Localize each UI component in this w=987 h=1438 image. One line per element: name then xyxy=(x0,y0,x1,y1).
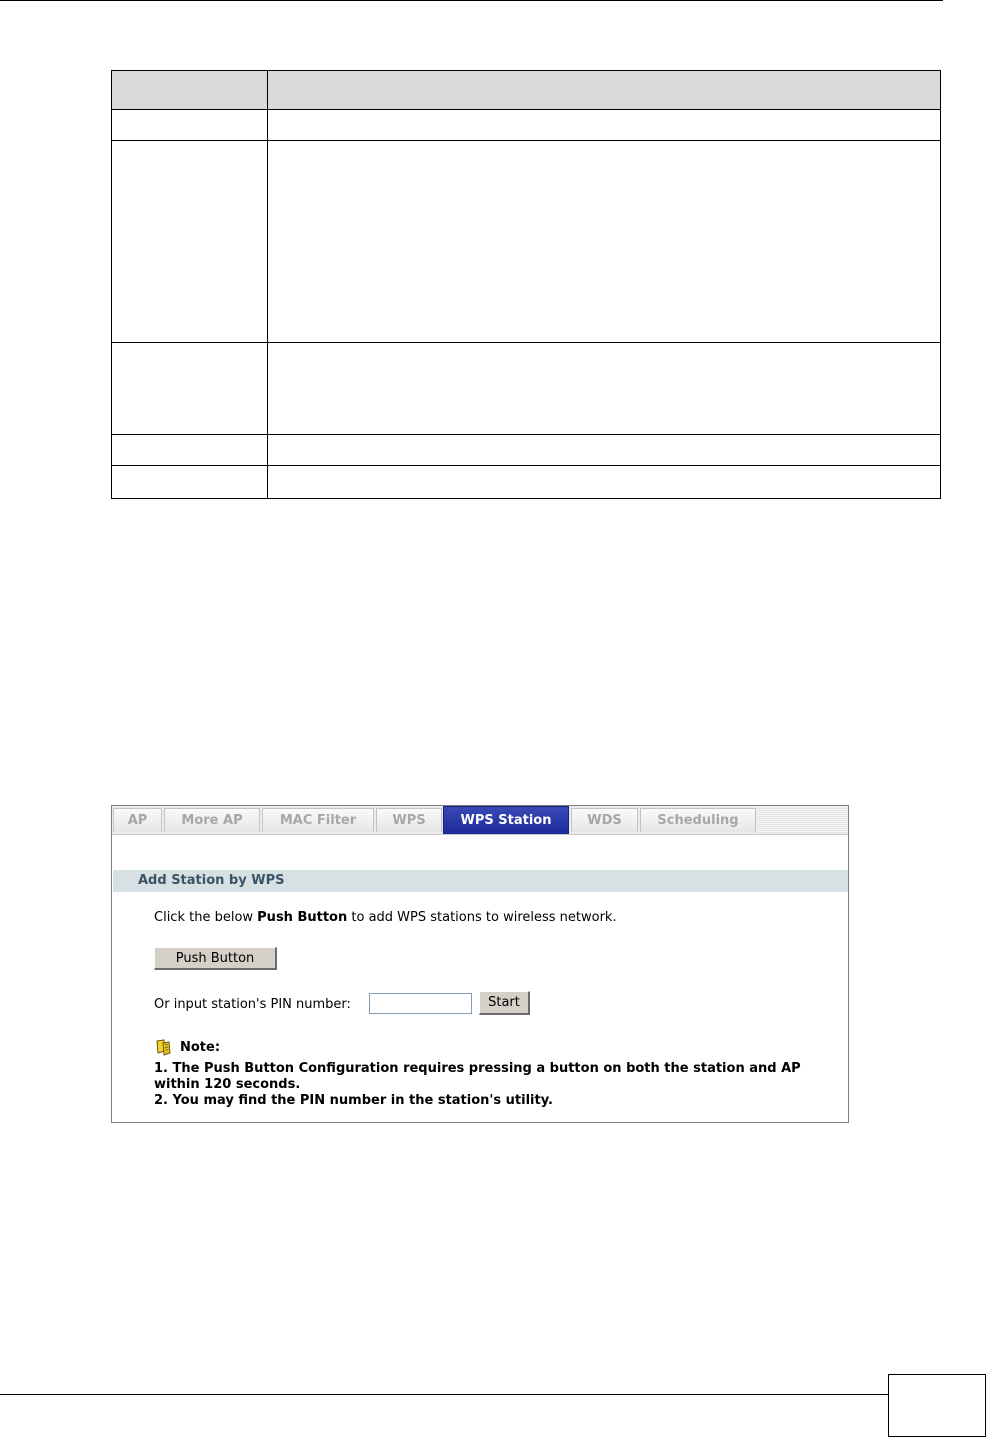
note-line: within 120 seconds. xyxy=(154,1077,301,1092)
instruction-text xyxy=(154,910,617,925)
table-cell xyxy=(268,110,941,141)
table-cell xyxy=(268,141,941,343)
table-header-row xyxy=(112,71,941,110)
note-block xyxy=(154,1039,844,1109)
tab-wds[interactable]: WDS xyxy=(571,808,638,832)
tab-mac-filter[interactable]: MAC Filter xyxy=(262,808,374,832)
note-header xyxy=(154,1039,844,1059)
tab-bar xyxy=(112,806,848,835)
note-icon xyxy=(154,1039,172,1057)
footer-rule xyxy=(0,1394,888,1395)
table-row xyxy=(112,343,941,435)
instruction-prefix: Click the below xyxy=(154,910,258,925)
tab-scheduling[interactable]: Scheduling xyxy=(640,808,756,832)
instruction-suffix: to add WPS stations to wireless network. xyxy=(347,910,617,925)
table-cell xyxy=(112,435,268,466)
note-line: 1. The Push Button Configuration requires pressing a button on both the station and AP xyxy=(154,1061,801,1076)
tab-more-ap[interactable]: More AP xyxy=(164,808,260,832)
table-header-cell xyxy=(268,71,941,110)
table-cell xyxy=(268,343,941,435)
tab-wps[interactable]: WPS xyxy=(376,808,442,832)
table-cell xyxy=(112,110,268,141)
table-cell xyxy=(112,343,268,435)
table-cell xyxy=(112,466,268,499)
table-cell xyxy=(112,141,268,343)
start-button[interactable]: Start xyxy=(479,991,530,1015)
table-row xyxy=(112,466,941,499)
instruction-bold: Push Button xyxy=(257,910,348,925)
tab-wps-station[interactable]: WPS Station xyxy=(443,806,569,834)
note-text xyxy=(154,1061,844,1109)
push-button[interactable]: Push Button xyxy=(154,947,277,970)
table-row xyxy=(112,110,941,141)
description-table xyxy=(111,70,941,499)
pin-input[interactable] xyxy=(369,993,472,1014)
note-line: 2. You may find the PIN number in the station's utility. xyxy=(154,1093,553,1108)
page-number-box xyxy=(888,1374,986,1437)
wps-station-screenshot xyxy=(111,805,849,1123)
tab-bar-filler xyxy=(757,807,848,833)
table-cell xyxy=(268,466,941,499)
pin-label: Or input station's PIN number: xyxy=(154,997,351,1012)
table-row xyxy=(112,141,941,343)
table-row xyxy=(112,435,941,466)
note-title: Note: xyxy=(180,1040,221,1055)
header-rule xyxy=(0,0,943,1)
section-title: Add Station by WPS xyxy=(113,870,848,892)
tab-ap[interactable]: AP xyxy=(113,808,162,832)
table-header-cell xyxy=(112,71,268,110)
table-cell xyxy=(268,435,941,466)
